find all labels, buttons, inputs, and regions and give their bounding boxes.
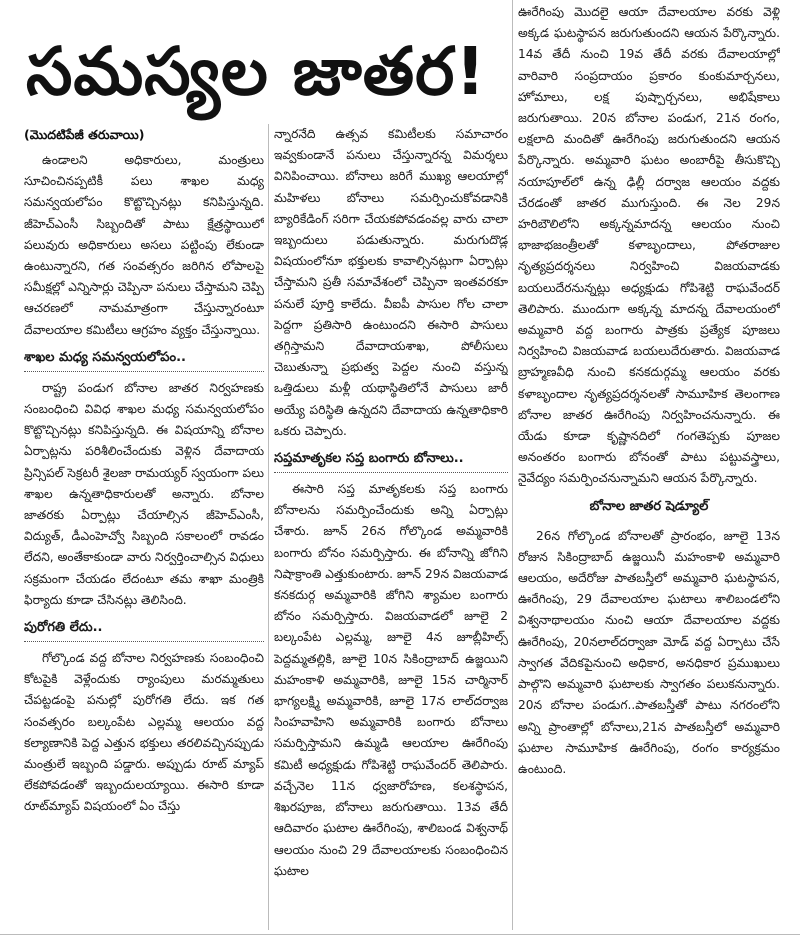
article-column-3 xyxy=(518,2,780,930)
column-rule xyxy=(268,124,269,930)
paragraph: రాష్ట్ర పండుగ బోనాల జాతర నిర్వహణకు సంబంధించి వివిధ శాఖల మధ్య సమన్వయలోపం కొట్టొచ్చినట్లు కనిపిస్తున్నది. ఈ విషయాన్ని బోనాల ఏర్పాట్లను పరిశీలించేందుకు వెళ్లిన దేవాదాయ ప్రిన్సిపల్ సెక్రటరీ శైలజా రామయ్యర్ స్వయంగా పలు శాఖల ఉన్నతాధికారులతో అన్నారు. బోనాల జాతరకు ఏర్పాట్లు చేయాల్సిన జీహెచ్ఎంసీ, విద్యుత్, డీఎంహెచ్వో సిబ్బంది సకాలంలో రావడం లేదని, అంతేకాకుండా వారు నిర్వర్తించాల్సిన విధులు సక్రమంగా చేయడం లేదంటూ తమ శాఖా మంత్రికి ఫిర్యాదు కూడా చేసినట్లు తెలిసింది. xyxy=(24,380,264,607)
subheading: సప్తమాతృకల సప్త బంగారు బోనాలు.. xyxy=(274,446,508,473)
headline: సమస్యల జాతర! xyxy=(26,33,487,110)
paragraph: గోల్కొండ వద్ద బోనాల నిర్వహణకు సంబంధించి కోటపైకి వెళ్లేందుకు ర్యాంపులు మరమ్మతులు చేపట్టడంపై పనుల్లో పురోగతి లేదు. ఇక గత సంవత్సరం బల్కంపేట ఎల్లమ్మ ఆలయం వద్ద కల్యాణానికి పెద్ద ఎత్తున భక్తులు తరలివచ్చినప్పుడు మంత్రులే ఇబ్బంది పడ్డారు. అప్పుడు రూట్ మ్యాప్ లేకపోవడంతో ఇబ్బందులయ్యాయి. ఈసారి కూడా రూట్‌మ్యాప్ విషయంలో ఏం చేస్తు xyxy=(24,651,264,814)
subheading: శాఖల మధ్య సమన్వయలోపం.. xyxy=(24,345,264,372)
paragraph: 26న గోల్కొండ బోనాలతో ప్రారంభం, జూలై 13న రోజున సికింద్రాబాద్ ఉజ్జయినీ మహంకాళి అమ్మవారి ఆలయం, అదేరోజు పాతబస్తీలో అమ్మవారి ఘటస్థాపన, ఊరేగింపు, 29 దేవాలయాల ఘటాలు శాలిబండలోని విశ్వనాథాలయం నుంచి ఆయా దేవాలయాల వద్దకు ఊరేగింపు, 20నలాల్‌దర్వాజా మోడ్ వద్ద ఏర్పాటు చేసే స్వాగత వేదికపైనుంచి అధికార, అనధికార ప్రముఖులు పాల్గొని అమ్మవారి ఘటాలకు స్వాగతం పలుకనున్నారు. 20న బోనాల పండుగ..పాతబస్తీతో పాటు నగరంలోని అన్ని ప్రాంతాల్లో బోనాలు,21న పాతబస్తీలో అమ్మవారి ఘటాల సామూహిక ఊరేగింపు, రంగం కార్యక్రమం ఉంటుంది. xyxy=(518,528,780,776)
continued-label: (మొదటిపేజీ తరువాయి) xyxy=(24,127,145,142)
paragraph: ఈసారి సప్త మాతృకలకు సప్త బంగారు బోనాలను సమర్పించేందుకు అన్ని ఏర్పాట్లు చేశారు. జూన్ 26న గోల్కొండ అమ్మవారికి బంగారు బోనం సమర్పిస్తారు. ఈ బోనాన్ని జోగిని నిషాక్రాంతి ఎత్తుకుంటారు. జూన్ 29న విజయవాడ కనకదుర్గ అమ్మవారికి జోగిని శ్యామల బంగారు బోనం సమర్పిస్తారు. విజయవాడలో జూలై 2 బల్కంపేట ఎల్లమ్మ, జూలై 4న జూబ్లీహిల్స్ పెద్దమ్మతల్లికి, జూలై 10న సికింద్రాబాద్ ఉజ్జయిని మహంకాళి అమ్మవారికి, జూలై 15న చార్మినార్ భాగ్యలక్ష్మి అమ్మవారికి, జూలై 17న లాల్‌దర్వాజ సింహవాహిని అమ్మవారికి బంగారు బోనాలు సమర్పిస్తామని ఉమ్మడి ఆలయాల ఊరేగింపు కమిటీ అధ్యక్షుడు గోపిశెట్టి రాఘవేందర్ తెలిపారు. వచ్చేనెల 11న ధ్వజారోహణ, కలశస్థాపన, శిఖరపూజ, బోనాలు జరుగుతాయి. 13వ తేదీ ఆదివారం ఘటాల ఊరేగింపు, శాలిబండ విశ్వనాథ్ ఆలయం నుంచి 29 దేవాలయాలకు సంబంధించిన ఘటాల xyxy=(274,482,508,878)
column-rule xyxy=(512,0,513,930)
paragraph: న్నారనేది ఉత్సవ కమిటీలకు సమాచారం ఇవ్వకుండానే పనులు చేస్తున్నారన్న విమర్శలు వినిపించాయి. బోనాలు జరిగే ముఖ్య ఆలయాల్లో మహిళలు బోనాలు సమర్పించుకోవడానికి బ్యారికేడింగ్ సరిగా చేయకపోవడంవల్ల వారు చాలా ఇబ్బందులు పడుతున్నారు. మరుగుదొడ్ల విషయంలోనూ భక్తులకు కావాల్సినట్లుగా ఏర్పాట్లు చేస్తామని ప్రతీ సమావేశంలో చెప్పినా ఇంతవరకూ పనులే పూర్తి కాలేదు. వీఐపీ పాసుల గోల చాలా పెద్దగా ప్రతిసారి ఉంటుందని ఈసారి పాసులు తగ్గిస్తామని దేవాదాయశాఖ, పోలీసులు చెబుతున్నా ప్రభుత్వ పెద్దల నుంచి వస్తున్న ఒత్తిడులు మళ్లీ యథాస్థితిలోనే పాసులు జారీ అయ్యే పరిస్థితి ఉన్నదని దేవాదాయ ఉన్నతాధికారి ఒకరు చెప్పారు. xyxy=(274,127,508,438)
subheading: పురోగతి లేదు.. xyxy=(24,615,264,642)
article-column-1 xyxy=(24,150,264,930)
paragraph: ఉండాలని అధికారులు, మంత్రులు సూచించినప్పటికీ పలు శాఖల మధ్య సమన్వయలోపం కొట్టొచ్చినట్లు కనిపిస్తున్నది. జీహెచ్ఎంసీ సిబ్బందితో పాటు క్షేత్రస్థాయిలో పలువురు అధికారులు అసలు పట్టింపు లేకుండా ఉంటున్నారని, గత సంవత్సరం జరిగిన లోపాలపై సమీక్షల్లో ఎన్నిసార్లు చెప్పినా పనులు చేస్తామని చెప్పి ఆచరణలో నామమాత్రంగా చేస్తున్నారంటూ దేవాలయాల కమిటీలు ఆగ్రహం వ్యక్తం చేస్తున్నాయి. xyxy=(24,153,264,337)
article-column-2 xyxy=(274,124,508,930)
bottom-rule xyxy=(0,934,800,935)
subheading: బోనాల జాతర షెడ్యూల్ xyxy=(589,498,709,514)
paragraph: ఊరేగింపు మొదలై ఆయా దేవాలయాల వరకు వెళ్లి అక్కడ ఘటస్థాపన జరుగుతుందని ఆయన పేర్కొన్నారు. 14వ తేదీ నుంచి 19వ తేదీ వరకు దేవాలయాల్లో వారివారి సంప్రదాయం ప్రకారం కుంకుమార్చనలు, హోమాలు, లక్ష పుష్పార్చనలు, అభిషేకాలు జరుగుతాయి. 20న బోనాల పండుగ, 21న రంగం, లక్షలాది మందితో ఊరేగింపు జరుగుతుందని ఆయన పేర్కొన్నారు. అమ్మవారి ఘటం అంబారీపై తీసుకొచ్చి నయాపూల్‌లో ఉన్న ఢిల్లీ దర్వాజ ఆలయం వద్దకు చేరడంతో జాతర ముగుస్తుంది. ఈ నెల 29న హరిబౌలిలోని అక్కన్నమాదన్న ఆలయం నుంచి భాజాభజంత్రీలతో కళాబృందాలు, పోతరాజుల నృత్యప్రదర్శనలు నిర్వహించి విజయవాడకు బయలుదేరనున్నట్లు అధ్యక్షుడు గోపిశెట్టి రాఘవేందర్ తెలిపారు. ముందుగా అక్కన్న మాదన్న దేవాలయంలో అమ్మవారి వద్ద బంగారు పాత్రకు ప్రత్యేక పూజలు నిర్వహించి విజయవాడ బయలుదేరుతారు. విజయవాడ బ్రాహ్మణవీధి నుంచి కనకదుర్గమ్మ ఆలయం వరకు కళాబృందాల నృత్యప్రదర్శనలతో సామూహిక తెలంగాణ బోనాల జాతర ఊరేగింపు నిర్వహించనున్నారు. ఈ యేడు కూడా కృష్ణానదిలో గంగతెప్పకు పూజల అనంతరం బంగారు బోనంతో పాటు పట్టువస్త్రాలు, నైవేద్యం సమర్పించనున్నామని ఆయన పేర్కొన్నారు. xyxy=(518,5,780,486)
